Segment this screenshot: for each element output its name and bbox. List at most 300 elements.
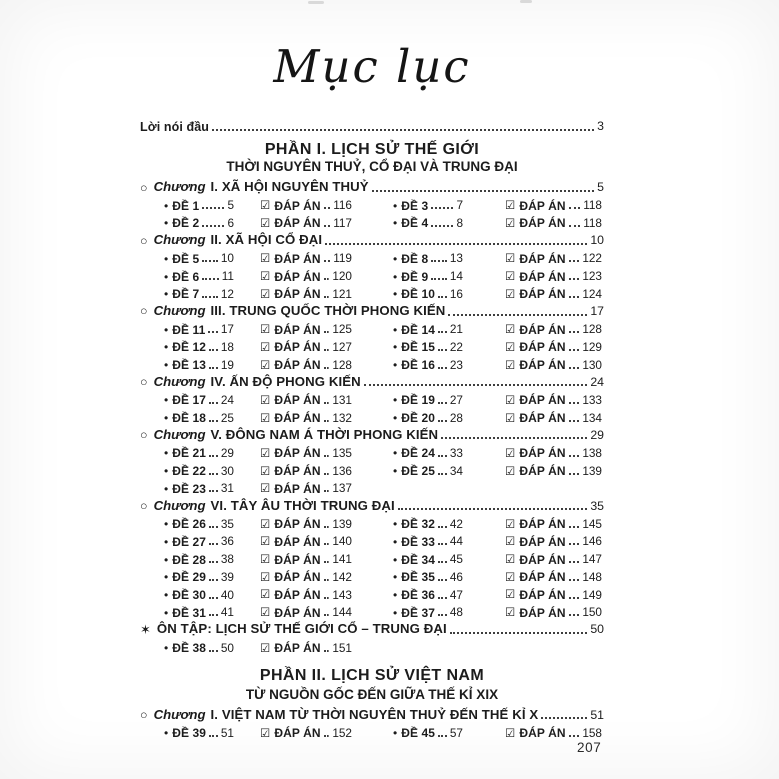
page-number: 141: [332, 552, 352, 567]
exam-label: ĐỀ 32: [401, 517, 436, 532]
checkbox-checked-icon: ☑: [505, 589, 516, 602]
exam-label: ĐỀ 35: [401, 570, 436, 585]
dot-leader: [324, 543, 330, 545]
exam-label: ĐỀ 21: [172, 446, 207, 461]
exam-label: ĐỀ 36: [401, 587, 436, 602]
chapter-title: I. XÃ HỘI NGUYÊN THUỶ: [210, 179, 369, 195]
page-number: 8: [456, 216, 463, 231]
answer-label: ĐÁP ÁN: [519, 251, 566, 266]
toc-entry-row: [164, 444, 604, 462]
bullet-icon: •: [164, 464, 169, 479]
exam-label: ĐỀ 31: [172, 605, 207, 620]
exam-label: ĐỀ 13: [172, 357, 207, 372]
bullet-icon: •: [164, 517, 169, 532]
answer-label: ĐÁP ÁN: [519, 534, 566, 549]
bullet-icon: •: [164, 411, 169, 426]
checkbox-checked-icon: ☑: [505, 536, 516, 549]
bullet-icon: •: [393, 357, 398, 372]
checkbox-checked-icon: ☑: [260, 554, 271, 567]
page-number: 136: [332, 463, 352, 478]
chapter-line: [140, 497, 604, 515]
dot-leader: [209, 526, 218, 528]
dot-leader: [209, 367, 218, 369]
bullet-icon: •: [393, 322, 398, 337]
dot-leader: [209, 473, 218, 475]
answer-label: ĐÁP ÁN: [274, 357, 321, 372]
answer-label: ĐÁP ÁN: [274, 251, 321, 266]
bullet-icon: •: [393, 216, 398, 231]
answer-label: ĐÁP ÁN: [274, 640, 321, 655]
page-number: 142: [332, 569, 352, 584]
exam-label: ĐỀ 45: [401, 726, 436, 741]
dot-leader: [209, 561, 218, 563]
page-number: 132: [332, 410, 352, 425]
page-number: 130: [582, 357, 602, 372]
dot-leader: [209, 579, 218, 581]
checkbox-checked-icon: ☑: [260, 571, 271, 584]
page-number: 7: [456, 198, 463, 213]
page-number: 140: [332, 534, 352, 549]
dot-leader: [438, 543, 447, 545]
dot-leader: [202, 296, 218, 298]
toc-entry-row: [164, 214, 604, 232]
dot-leader: [438, 367, 447, 369]
star-marker-icon: ✶: [140, 622, 151, 638]
checkbox-checked-icon: ☑: [505, 412, 516, 425]
dot-leader: [450, 632, 588, 634]
answer-label: ĐÁP ÁN: [519, 726, 566, 741]
bullet-icon: •: [164, 340, 169, 355]
exam-label: ĐỀ 8: [401, 251, 429, 266]
toc-entry-row: [164, 515, 604, 533]
toc-entry-row: [164, 480, 604, 498]
answer-label: ĐÁP ÁN: [274, 552, 321, 567]
checkbox-checked-icon: ☑: [505, 253, 516, 266]
dot-leader: [431, 207, 453, 209]
part-2-subheading: TỪ NGUỒN GỐC ĐẾN GIỮA THẾ KỈ XIX: [245, 686, 499, 702]
dot-leader: [324, 402, 330, 404]
bullet-icon: •: [164, 269, 169, 284]
bullet-icon: •: [393, 587, 398, 602]
exam-label: ĐỀ 14: [401, 322, 436, 337]
exam-label: ĐỀ 28: [172, 552, 207, 567]
checkbox-checked-icon: ☑: [260, 465, 271, 478]
exam-label: ĐỀ 25: [401, 464, 436, 479]
dot-leader: [372, 190, 594, 192]
page-number: 144: [332, 605, 352, 620]
bullet-icon: •: [393, 393, 398, 408]
part-2-heading: PHẦN II. LỊCH SỬ VIỆT NAM: [259, 666, 485, 684]
exam-label: ĐỀ 30: [172, 587, 207, 602]
checkbox-checked-icon: ☑: [260, 359, 271, 372]
dot-leader: [569, 207, 580, 209]
exam-label: ĐỀ 7: [172, 287, 200, 302]
toc-entry-row: [164, 568, 604, 586]
circle-marker-icon: ○: [140, 304, 148, 319]
dot-leader: [324, 260, 330, 262]
chapter-page-number: 10: [590, 233, 604, 248]
page-number: 5: [227, 198, 234, 213]
checkbox-checked-icon: ☑: [260, 589, 271, 602]
bullet-icon: •: [393, 446, 398, 461]
answer-label: ĐÁP ÁN: [519, 198, 566, 213]
chapter-page-number: 35: [590, 498, 604, 513]
bullet-icon: •: [393, 534, 398, 549]
page-number: 148: [582, 569, 602, 584]
dot-leader: [209, 455, 218, 457]
page-number: 13: [449, 251, 463, 266]
page-number: 138: [582, 446, 602, 461]
page-number: 128: [332, 357, 352, 372]
exam-label: ĐỀ 39: [172, 726, 207, 741]
dot-leader: [209, 349, 218, 351]
dot-leader: [569, 579, 580, 581]
dot-leader: [202, 278, 218, 280]
toc-entry-row: [164, 533, 604, 551]
dot-leader: [569, 420, 580, 422]
dot-leader: [438, 296, 447, 298]
dot-leader: [324, 650, 330, 652]
page-number: 38: [220, 552, 234, 567]
dot-leader: [209, 402, 218, 404]
chapter-line: [140, 232, 604, 250]
chapter-title: I. VIỆT NAM TỪ THỜI NGUYÊN THUỶ ĐẾN THẾ KỈ X: [210, 706, 539, 722]
checkbox-checked-icon: ☑: [260, 483, 271, 496]
page-number: 50: [220, 640, 234, 655]
page-number: 24: [220, 392, 234, 407]
toc-entry-row: [164, 391, 604, 409]
answer-label: ĐÁP ÁN: [274, 411, 321, 426]
chapter-page-number: 51: [590, 707, 604, 722]
chapter-line: [140, 303, 604, 321]
dot-leader: [398, 508, 588, 510]
part-1-heading: PHẦN I. LỊCH SỬ THẾ GIỚI: [264, 141, 480, 158]
checkbox-checked-icon: ☑: [505, 571, 516, 584]
answer-label: ĐÁP ÁN: [519, 340, 566, 355]
bullet-icon: •: [164, 605, 169, 620]
dot-leader: [438, 614, 447, 616]
toc-entry-row: [164, 338, 604, 356]
answer-label: ĐÁP ÁN: [519, 446, 566, 461]
dot-leader: [438, 597, 447, 599]
dot-leader: [209, 420, 218, 422]
preface-page-number: 3: [597, 119, 604, 134]
toc-entry-row: [164, 409, 604, 427]
chapter-page-number: 29: [590, 427, 604, 442]
toc-entry-row: [164, 586, 604, 604]
chapter-word: Chương: [153, 706, 206, 722]
answer-label: ĐÁP ÁN: [274, 446, 321, 461]
exam-label: ĐỀ 22: [172, 464, 207, 479]
answer-label: ĐÁP ÁN: [274, 393, 321, 408]
page-number: 31: [220, 481, 234, 496]
dot-leader: [324, 526, 330, 528]
page-number: 129: [582, 339, 602, 354]
page-number: 150: [582, 605, 602, 620]
answer-label: ĐÁP ÁN: [519, 357, 566, 372]
preface-entry: [140, 114, 604, 134]
bullet-icon: •: [164, 570, 169, 585]
checkbox-checked-icon: ☑: [505, 218, 516, 230]
checkbox-checked-icon: ☑: [505, 359, 516, 372]
circle-marker-icon: ○: [140, 180, 148, 195]
dot-leader: [324, 225, 330, 227]
page-number: 11: [221, 269, 234, 284]
exam-label: ĐỀ 1: [172, 198, 200, 213]
answer-label: ĐÁP ÁN: [519, 287, 566, 302]
dot-leader: [438, 331, 447, 333]
bullet-icon: •: [164, 287, 169, 302]
bullet-icon: •: [164, 216, 169, 231]
page-number: 146: [582, 534, 602, 549]
exam-label: ĐỀ 9: [401, 269, 429, 284]
bullet-icon: •: [393, 517, 398, 532]
toc-entry-row: [164, 197, 604, 215]
page-number: 120: [332, 269, 352, 284]
page-number: 139: [332, 516, 352, 531]
circle-marker-icon: ○: [140, 375, 148, 390]
chapter-word: Chương: [153, 373, 206, 389]
checkbox-checked-icon: ☑: [505, 465, 516, 478]
dot-leader: [569, 296, 580, 298]
toc-entry-row: [164, 550, 604, 568]
checkbox-checked-icon: ☑: [505, 341, 516, 354]
page-number: 14: [449, 269, 463, 284]
dot-leader: [438, 735, 447, 737]
dot-leader: [324, 420, 330, 422]
exam-label: ĐỀ 15: [401, 340, 436, 355]
folio-page-number: 207: [577, 740, 602, 755]
page-number: 149: [582, 587, 602, 602]
answer-label: ĐÁP ÁN: [519, 269, 566, 284]
answer-label: ĐÁP ÁN: [274, 216, 321, 231]
chapter-page-number: 17: [590, 303, 604, 318]
dot-leader: [209, 650, 218, 652]
bullet-icon: •: [164, 198, 169, 213]
page-number: 6: [227, 216, 234, 231]
toc-entry-row: [164, 285, 604, 303]
dot-leader: [569, 278, 580, 280]
bullet-icon: •: [393, 340, 398, 355]
checkbox-checked-icon: ☑: [505, 324, 516, 337]
checkbox-checked-icon: ☑: [260, 288, 271, 301]
exam-label: ĐỀ 19: [401, 393, 436, 408]
dot-leader: [324, 455, 330, 457]
exam-label: ĐỀ 17: [172, 393, 207, 408]
checkbox-checked-icon: ☑: [260, 536, 271, 549]
answer-label: ĐÁP ÁN: [274, 517, 321, 532]
exam-label: ĐỀ 16: [401, 357, 436, 372]
answer-label: ĐÁP ÁN: [274, 726, 321, 741]
answer-label: ĐÁP ÁN: [274, 269, 321, 284]
answer-label: ĐÁP ÁN: [274, 534, 321, 549]
dot-leader: [324, 296, 330, 298]
answer-label: ĐÁP ÁN: [519, 411, 566, 426]
page-number: 22: [449, 339, 463, 354]
circle-marker-icon: ○: [140, 708, 148, 723]
page-number: 33: [449, 446, 463, 461]
answer-label: ĐÁP ÁN: [274, 464, 321, 479]
page-number: 139: [582, 463, 602, 478]
answer-label: ĐÁP ÁN: [519, 570, 566, 585]
checkbox-checked-icon: ☑: [260, 394, 271, 407]
exam-label: ĐỀ 20: [401, 411, 436, 426]
bullet-icon: •: [164, 640, 169, 655]
chapter-word: Chương: [153, 179, 206, 195]
dot-leader: [438, 473, 447, 475]
page-number: 158: [582, 725, 602, 740]
dot-leader: [324, 278, 330, 280]
page-number: 124: [582, 286, 602, 301]
dot-leader: [202, 260, 218, 262]
answer-label: ĐÁP ÁN: [519, 322, 566, 337]
page-number: 40: [220, 587, 234, 602]
bullet-icon: •: [164, 251, 169, 266]
toc-entry-row: [164, 604, 604, 622]
page-number: 48: [449, 605, 463, 620]
page-number: 41: [220, 605, 234, 620]
dot-leader: [325, 243, 587, 245]
page-number: 42: [449, 516, 463, 531]
toc-entry-row: [164, 724, 604, 742]
bullet-icon: •: [393, 464, 398, 479]
bullet-icon: •: [393, 552, 398, 567]
checkbox-checked-icon: ☑: [260, 518, 271, 531]
dot-leader: [202, 207, 224, 209]
bullet-icon: •: [393, 570, 398, 585]
bullet-icon: •: [393, 411, 398, 426]
exam-label: ĐỀ 34: [401, 552, 436, 567]
bullet-icon: •: [164, 587, 169, 602]
page-number: 128: [582, 322, 602, 337]
page-number: 47: [449, 587, 463, 602]
checkbox-checked-icon: ☑: [260, 324, 271, 337]
chapter-page-number: 50: [590, 622, 604, 637]
page-number: 18: [220, 339, 234, 354]
bullet-icon: •: [164, 726, 169, 741]
page-number: 122: [582, 251, 602, 266]
checkbox-checked-icon: ☑: [505, 271, 516, 284]
bullet-icon: •: [164, 446, 169, 461]
dot-leader: [324, 349, 330, 351]
checkbox-checked-icon: ☑: [260, 253, 271, 266]
answer-label: ĐÁP ÁN: [519, 587, 566, 602]
page-number: 125: [332, 322, 352, 337]
answer-label: ĐÁP ÁN: [274, 340, 321, 355]
dot-leader: [569, 473, 580, 475]
page-number: 151: [332, 640, 352, 655]
checkbox-checked-icon: ☑: [505, 518, 516, 531]
page-number: 133: [582, 392, 602, 407]
dot-leader: [569, 402, 580, 404]
bullet-icon: •: [393, 251, 398, 266]
answer-label: ĐÁP ÁN: [274, 322, 321, 337]
answer-label: ĐÁP ÁN: [274, 605, 321, 620]
checkbox-checked-icon: ☑: [505, 447, 516, 460]
page-number: 131: [332, 392, 352, 407]
dot-leader: [324, 490, 330, 492]
dot-leader: [438, 402, 447, 404]
dot-leader: [569, 543, 580, 545]
answer-label: ĐÁP ÁN: [519, 552, 566, 567]
page-number: 19: [220, 357, 234, 372]
circle-marker-icon: ○: [140, 233, 148, 248]
dot-leader: [209, 597, 218, 599]
answer-label: ĐÁP ÁN: [274, 198, 321, 213]
dot-leader: [324, 735, 330, 737]
chapter-title: IV. ẤN ĐỘ PHONG KIẾN: [210, 373, 361, 389]
page-number: 116: [333, 198, 352, 213]
dot-leader: [208, 331, 217, 333]
dot-leader: [324, 367, 330, 369]
bullet-icon: •: [164, 552, 169, 567]
chapter-page-number: 24: [590, 374, 604, 389]
bullet-icon: •: [393, 269, 398, 284]
dot-leader: [448, 314, 587, 316]
page-number: 137: [332, 481, 352, 496]
dot-leader: [569, 455, 580, 457]
page-number: 135: [332, 446, 352, 461]
dot-leader: [364, 384, 588, 386]
dot-leader: [569, 260, 580, 262]
page-number: 29: [220, 446, 234, 461]
chapter-page-number: 5: [597, 180, 604, 195]
exam-label: ĐỀ 4: [401, 216, 429, 231]
exam-label: ĐỀ 2: [172, 216, 200, 231]
circle-marker-icon: ○: [140, 498, 148, 513]
dot-leader: [569, 614, 580, 616]
exam-label: ĐỀ 12: [172, 340, 207, 355]
dot-leader: [431, 260, 447, 262]
bullet-icon: •: [164, 322, 169, 337]
chapter-line: [140, 707, 604, 725]
exam-label: ĐỀ 27: [172, 534, 207, 549]
page-number: 57: [449, 725, 463, 740]
exam-label: ĐỀ 5: [172, 251, 200, 266]
checkbox-checked-icon: ☑: [260, 412, 271, 425]
toc-entry-row: [164, 462, 604, 480]
toc-entry-row: [164, 250, 604, 268]
dot-leader: [324, 207, 330, 209]
exam-label: ĐỀ 3: [401, 198, 429, 213]
page-number: 23: [449, 357, 463, 372]
dot-leader: [209, 735, 218, 737]
checkbox-checked-icon: ☑: [505, 394, 516, 407]
checkbox-checked-icon: ☑: [505, 727, 516, 740]
dot-leader: [569, 526, 580, 528]
page-number: 27: [449, 392, 463, 407]
page-number: 143: [332, 587, 352, 602]
dot-leader: [212, 129, 594, 131]
chapter-word: Chương: [153, 426, 206, 442]
page-number: 25: [220, 410, 234, 425]
answer-label: ĐÁP ÁN: [274, 570, 321, 585]
bullet-icon: •: [164, 357, 169, 372]
page-number: 28: [449, 410, 463, 425]
dot-leader: [441, 437, 587, 439]
chapter-word: Chương: [153, 232, 206, 248]
answer-label: ĐÁP ÁN: [519, 464, 566, 479]
answer-label: ĐÁP ÁN: [274, 287, 321, 302]
answer-label: ĐÁP ÁN: [274, 587, 321, 602]
dot-leader: [209, 490, 218, 492]
exam-label: ĐỀ 6: [172, 269, 200, 284]
answer-label: ĐÁP ÁN: [519, 605, 566, 620]
bullet-icon: •: [164, 534, 169, 549]
checkbox-checked-icon: ☑: [260, 218, 271, 230]
dot-leader: [438, 420, 447, 422]
page-number: 145: [582, 516, 602, 531]
